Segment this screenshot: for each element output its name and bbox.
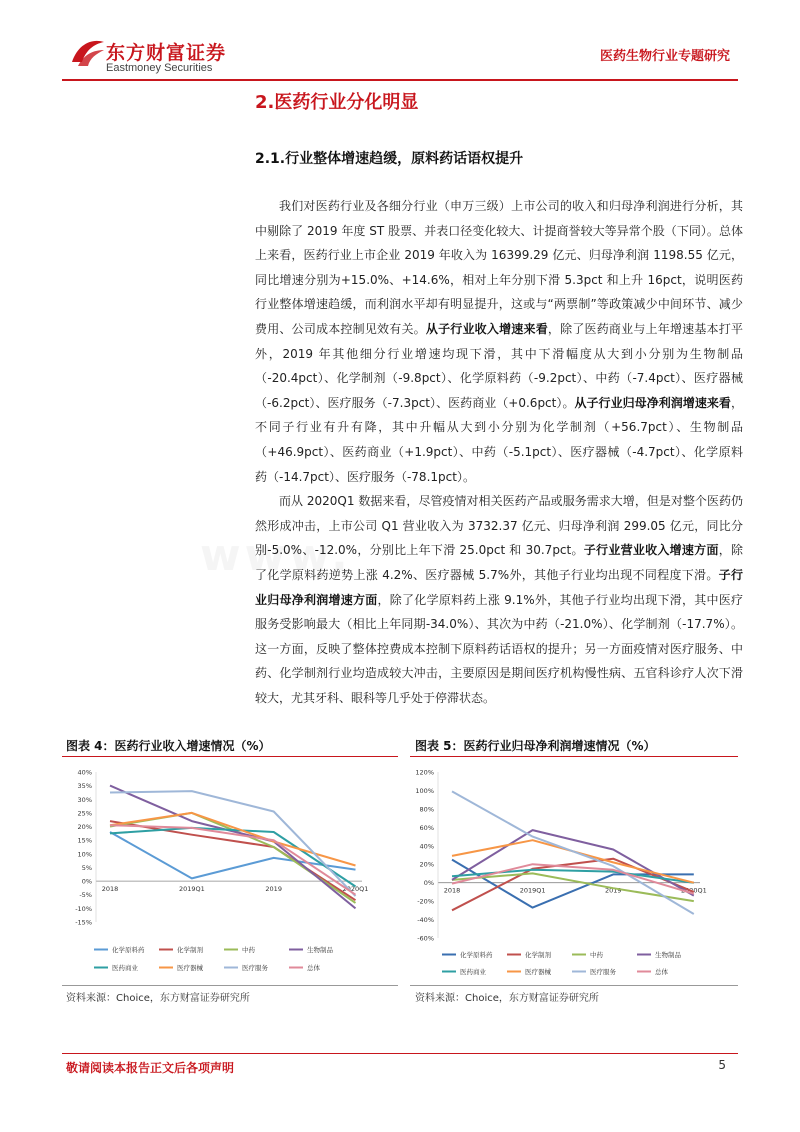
figure-5-title: 图表 5：医药行业归母净利润增速情况（%） xyxy=(415,739,656,753)
y-tick-label: -40% xyxy=(417,916,434,925)
page-number: 5 xyxy=(718,1058,726,1072)
body-text xyxy=(255,194,743,710)
legend-label: 医药商业 xyxy=(112,964,138,972)
legend-label: 医疗服务 xyxy=(590,968,616,976)
x-tick-label: 2018 xyxy=(443,886,461,895)
y-tick-label: 20% xyxy=(77,823,92,832)
paragraph-text: 而从 2020Q1 数据来看，尽管疫情对相关医药产品或服务需求大增，但是对整个医药仍然形成冲击，上市公司 Q1 营业收入为 3732.37 亿元、归母净利润 299.05 亿元，同比分别-5.0%、-12.0%，分别比上年下滑 25.0pct 和 30.7pct。 xyxy=(255,494,743,558)
y-tick-label: 40% xyxy=(419,842,434,851)
figure-4-source: 资料来源：Choice，东方财富证券研究所 xyxy=(66,993,250,1004)
series-line xyxy=(452,864,694,894)
figure-4-title: 图表 4：医药行业收入增速情况（%） xyxy=(66,739,271,753)
figure-5-source: 资料来源：Choice，东方财富证券研究所 xyxy=(415,993,599,1004)
figure-5-divider xyxy=(410,756,738,757)
y-tick-label: -5% xyxy=(79,891,92,900)
figure-5 xyxy=(410,760,738,985)
footer-divider xyxy=(62,1053,738,1054)
series-line xyxy=(110,786,356,909)
paragraph xyxy=(255,194,743,489)
y-tick-label: 100% xyxy=(415,786,434,795)
legend-label: 医疗服务 xyxy=(242,964,268,972)
y-tick-label: 10% xyxy=(77,850,92,859)
x-tick-label: 2019Q1 xyxy=(519,886,546,895)
subsection-title: 2.1.行业整体增速趋缓，原料药话语权提升 xyxy=(255,151,524,167)
x-tick-label: 2019 xyxy=(604,886,622,895)
legend-label: 化学制剂 xyxy=(525,951,551,959)
paragraph-highlight: 子行业归母净利润增速方面 xyxy=(255,567,743,607)
y-tick-label: 30% xyxy=(77,795,92,804)
figure-4-divider xyxy=(62,756,398,757)
x-tick-label: 2020Q1 xyxy=(680,886,707,895)
legend-label: 化学制剂 xyxy=(177,946,203,954)
legend-label: 总体 xyxy=(655,968,668,976)
paragraph-text: ，除了医药商业与上年增速基本打平外，2019 年其他细分行业增速均现下滑，其中下滑幅度从大到小分别为生物制品（-20.4pct）、化学制剂（-9.8pct）、化学原料药（-9.2pct）、中药（-7.4pct）、医疗器械（-6.2pct）、医疗服务（-7.3pct）、医药商业（+0.6pct）。 xyxy=(255,321,743,410)
series-line xyxy=(110,791,356,896)
y-tick-label: 40% xyxy=(77,768,92,777)
legend-label: 医疗器械 xyxy=(177,964,203,972)
y-tick-label: -10% xyxy=(75,904,92,913)
y-tick-label: 15% xyxy=(77,836,92,845)
legend-label: 生物制品 xyxy=(307,946,333,954)
report-type: 医药生物行业专题研究 xyxy=(599,49,730,64)
y-tick-label: 0% xyxy=(81,877,92,886)
y-tick-label: 120% xyxy=(415,768,434,777)
paragraph-highlight: 子行业营业收入增速方面 xyxy=(583,543,719,558)
x-tick-label: 2018 xyxy=(101,885,119,894)
figure-5-source-divider xyxy=(410,985,738,986)
paragraph-text: ，不同子行业有升有降，其中升幅从大到小分别为化学制剂（+56.7pct）、生物制品（+46.9pct）、医药商业（+1.9pct）、中药（-5.1pct）、医疗器械（-4.7pct）、化学原料药（-14.7pct）、医疗服务（-78.1pct）。 xyxy=(255,395,743,484)
company-name-cn: 东方财富证券 xyxy=(106,42,227,64)
y-tick-label: -60% xyxy=(417,934,434,943)
net-profit-growth-chart xyxy=(410,760,738,985)
x-tick-label: 2020Q1 xyxy=(342,885,369,894)
y-tick-label: 5% xyxy=(81,863,92,872)
x-tick-label: 2019Q1 xyxy=(178,885,205,894)
y-tick-label: 35% xyxy=(77,782,92,791)
legend-label: 中药 xyxy=(242,946,255,954)
legend-label: 化学原料药 xyxy=(460,951,493,959)
watermark: www. xyxy=(200,530,352,581)
y-tick-label: 80% xyxy=(419,805,434,814)
header-divider xyxy=(62,79,738,81)
y-tick-label: -20% xyxy=(417,897,434,906)
y-tick-label: 20% xyxy=(419,860,434,869)
footer-disclaimer: 敬请阅读本报告正文后各项声明 xyxy=(66,1061,235,1075)
y-tick-label: 60% xyxy=(419,823,434,832)
x-tick-label: 2019 xyxy=(265,885,282,894)
paragraph-text: ，除了化学原料药逆势上涨 4.2%、医疗器械 5.7%外，其他子行业均出现不同程度下滑。 xyxy=(255,543,743,582)
y-tick-label: -15% xyxy=(75,918,92,927)
legend-label: 中药 xyxy=(590,951,603,959)
revenue-growth-chart xyxy=(62,760,398,985)
company-logo-icon xyxy=(68,36,108,70)
legend-label: 化学原料药 xyxy=(112,946,145,954)
legend-label: 医药商业 xyxy=(460,968,486,976)
paragraph-text: ，除了化学原料药上涨 9.1%外，其他子行业均出现下滑，其中医疗服务受影响最大（相比上年同期-34.0%）、其次为中药（-21.0%）、化学制剂（-17.7%）。这一方面，反映了整体控费成本控制下原料药话语权的提升；另一方面疫情对医疗服务、中药、化学制剂行业均造成较大冲击，主要原因是期间医疗机构慢性病、五官科诊疗人次下滑较大，尤其牙科、眼科等几乎处于停滞状态。 xyxy=(255,592,743,705)
series-line xyxy=(110,825,356,895)
paragraph-highlight: 从子行业收入增速来看 xyxy=(425,321,548,336)
company-name-en: Eastmoney Securities xyxy=(106,62,213,74)
legend-label: 生物制品 xyxy=(655,951,681,959)
y-tick-label: 0% xyxy=(423,879,434,888)
paragraph-text: 我们对医药行业及各细分行业（申万三级）上市公司的收入和归母净利润进行分析，其中剔除了 2019 年度 ST 股票、并表口径变化较大、计提商誉较大等异常个股（下同）。总体上来看，医药行业上市企业 2019 年收入为 16399.29 亿元、归母净利润 1198.55 亿元，同比增速分别为+15.0%、+14.6%，相对上年分别下滑 5.3pct 和上升 16pct，说明医药行业整体增速趋缓，而利润水平却有明显提升，这或与“两票制”等政策减少中间环节、减少费用、公司成本控制见效有关。 xyxy=(255,199,743,336)
paragraph xyxy=(255,489,743,710)
figure-4 xyxy=(62,760,398,985)
section-title: 2.医药行业分化明显 xyxy=(255,92,419,113)
figure-4-source-divider xyxy=(62,985,398,986)
legend-label: 医疗器械 xyxy=(525,968,551,976)
y-tick-label: 25% xyxy=(77,809,92,818)
series-line xyxy=(110,821,356,900)
paragraph-highlight: 从子行业归母净利润增速来看 xyxy=(574,395,731,410)
legend-label: 总体 xyxy=(307,964,320,972)
